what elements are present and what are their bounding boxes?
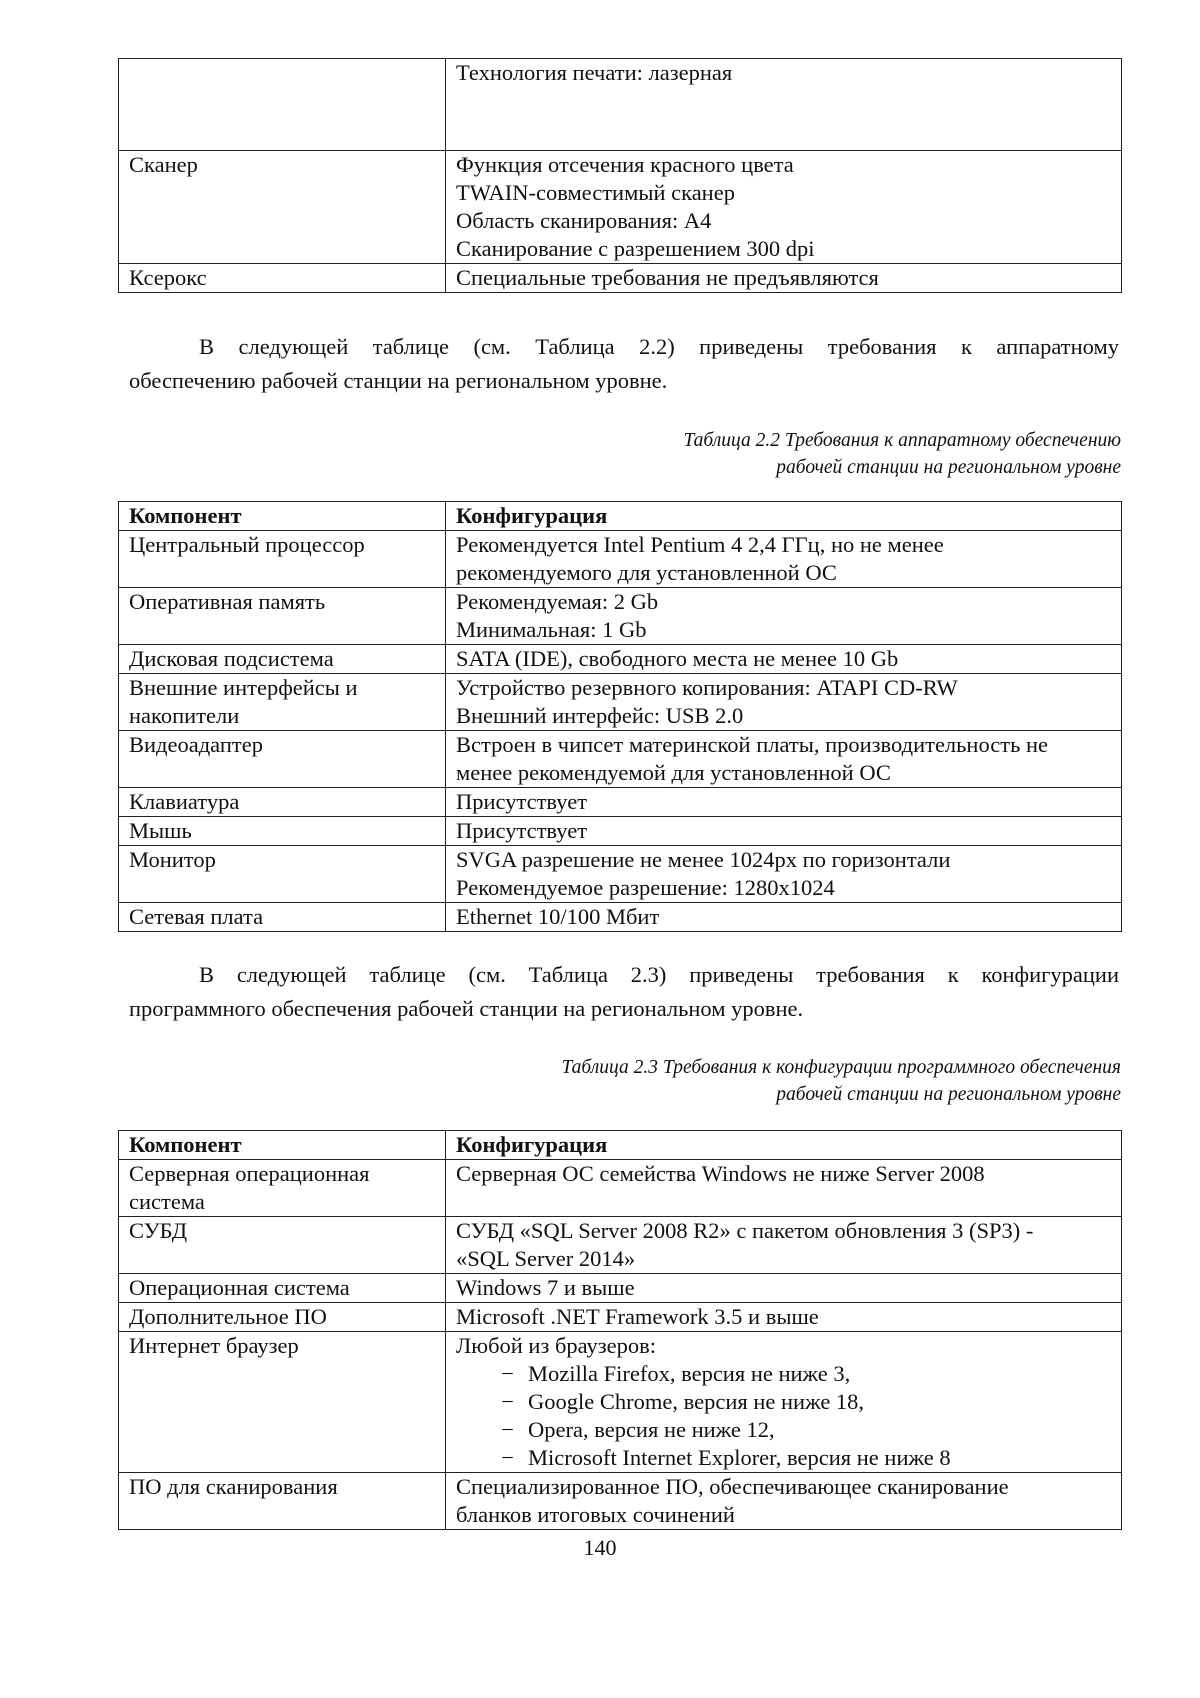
cell-line: Центральный процессор [129, 532, 365, 557]
cell-line: Минимальная: 1 Gb [456, 617, 647, 642]
table-cell-component [119, 59, 446, 151]
table-row [119, 903, 1122, 932]
list-item [456, 1444, 1111, 1472]
cell-line: Присутствует [456, 818, 588, 843]
dash-bullet: − [501, 1361, 514, 1386]
table-cell-component [119, 531, 446, 588]
table-cell-component: Сканер [119, 151, 446, 264]
table-row [119, 674, 1122, 731]
cell-line: SVGA разрешение не менее 1024px по горизонтали [456, 847, 951, 872]
table-cell-config [446, 788, 1122, 817]
cell-line: Сетевая плата [129, 904, 264, 929]
table-cell-component [119, 788, 446, 817]
cell-line: Устройство резервного копирования: ATAPI CD-RW [456, 675, 958, 700]
column-header-config: Конфигурация [446, 502, 1122, 531]
cell-line: СУБД [129, 1218, 188, 1243]
table-row [119, 1332, 1122, 1473]
table-cell-component: Ксерокс [119, 264, 446, 293]
table-header-row [119, 502, 1122, 531]
cell-line: Оперативная память [129, 589, 326, 614]
table-row [119, 788, 1122, 817]
table-cell-config [446, 588, 1122, 645]
cell-line: рекомендуемого для установленной ОС [456, 560, 837, 585]
cell-line: накопители [129, 703, 240, 728]
cell-line: Рекомендуется Intel Pentium 4 2,4 ГГц, но не менее [456, 532, 944, 557]
table-cell-component [119, 1160, 446, 1217]
column-header-component: Компонент [119, 502, 446, 531]
table-row [119, 588, 1122, 645]
table-cell-config [446, 1160, 1122, 1217]
table-cell-component [119, 1473, 446, 1530]
table-cell-component [119, 645, 446, 674]
cell-line: Дисковая подсистема [129, 646, 334, 671]
cell-line: Рекомендуемая: 2 Gb [456, 589, 659, 614]
table-cell-config [446, 903, 1122, 932]
table-row [119, 645, 1122, 674]
cell-line: Встроен в чипсет материнской платы, производительность не [456, 732, 1049, 757]
caption-line: рабочей станции на региональном уровне [776, 457, 1121, 478]
table-row [119, 1217, 1122, 1274]
cell-line: Любой из браузеров: [456, 1333, 657, 1358]
cell-line: Windows 7 и выше [456, 1275, 635, 1300]
table-row [119, 1303, 1122, 1332]
cell-line: система [129, 1189, 205, 1214]
list-item [456, 1360, 1111, 1388]
cell-line: «SQL Server 2014» [456, 1246, 636, 1271]
paragraph-line: обеспечению рабочей станции на региональном уровне. [129, 368, 668, 393]
dash-bullet: − [501, 1389, 514, 1414]
table-cell-component [119, 674, 446, 731]
table-cell-component [119, 846, 446, 903]
table-cell-component [119, 903, 446, 932]
cell-line: Ethernet 10/100 Мбит [456, 904, 660, 929]
cell-line: Внешний интерфейс: USB 2.0 [456, 703, 744, 728]
table-row [119, 731, 1122, 788]
cell-line: TWAIN-совместимый сканер [456, 180, 735, 205]
list-item [456, 1416, 1111, 1444]
body-paragraph [129, 330, 1119, 398]
cell-line: Технология печати: лазерная [456, 60, 733, 85]
cell-line: СУБД «SQL Server 2008 R2» с пакетом обновления 3 (SP3) - [456, 1218, 1034, 1243]
table-printing-continuation [118, 58, 1122, 293]
caption-line: рабочей станции на региональном уровне [776, 1084, 1121, 1105]
cell-line: Серверная ОС семейства Windows не ниже Server 2008 [456, 1161, 985, 1186]
table-cell-config [446, 151, 1122, 264]
column-header-config: Конфигурация [446, 1131, 1122, 1160]
table-cell-component [119, 1217, 446, 1274]
paragraph-line: программного обеспечения рабочей станции на региональном уровне. [129, 996, 804, 1021]
table-cell-config [446, 674, 1122, 731]
page-number: 140 [583, 1535, 617, 1560]
caption-line: Таблица 2.2 Требования к аппаратному обеспечению [683, 430, 1121, 451]
table-cell-component [119, 1303, 446, 1332]
table-cell-config [446, 1473, 1122, 1530]
cell-line: Операционная система [129, 1275, 350, 1300]
cell-line: SATA (IDE), свободного места не менее 10 Gb [456, 646, 899, 671]
table-row [119, 151, 1122, 264]
table-row [119, 817, 1122, 846]
cell-line: Интернет браузер [129, 1333, 299, 1358]
table-cell-component [119, 731, 446, 788]
table-cell-config [446, 731, 1122, 788]
table-cell-component [119, 1332, 446, 1473]
cell-line: Клавиатура [129, 789, 240, 814]
cell-line: Сканирование с разрешением 300 dpi [456, 236, 815, 261]
cell-line: Внешние интерфейсы и [129, 675, 358, 700]
table-row [119, 846, 1122, 903]
table-cell-config [446, 1274, 1122, 1303]
table-hardware-requirements [118, 501, 1122, 932]
table-cell-config [446, 817, 1122, 846]
table-cell-config [446, 264, 1122, 293]
cell-line: Видеоадаптер [129, 732, 263, 757]
cell-line: Специализированное ПО, обеспечивающее сканирование [456, 1474, 1009, 1499]
table-header-row [119, 1131, 1122, 1160]
list-item [456, 1388, 1111, 1416]
table-software-requirements [118, 1130, 1122, 1530]
list-item-text: Microsoft Internet Explorer, версия не ниже 8 [528, 1445, 951, 1470]
list-item-text: Opera, версия не ниже 12, [528, 1417, 775, 1442]
cell-line: Microsoft .NET Framework 3.5 и выше [456, 1304, 819, 1329]
table-cell-config [446, 846, 1122, 903]
cell-line: Дополнительное ПО [129, 1304, 327, 1329]
cell-line: Мышь [129, 818, 192, 843]
table-cell-config [446, 1303, 1122, 1332]
cell-line: ПО для сканирования [129, 1474, 338, 1499]
column-header-component: Компонент [119, 1131, 446, 1160]
table-row [119, 531, 1122, 588]
list-item-text: Google Chrome, версия не ниже 18, [528, 1389, 865, 1414]
cell-line: Присутствует [456, 789, 588, 814]
table-cell-component [119, 588, 446, 645]
cell-line: Специальные требования не предъявляются [456, 265, 879, 290]
cell-line: менее рекомендуемой для установленной ОС [456, 760, 891, 785]
cell-line: Монитор [129, 847, 216, 872]
table-row [119, 1274, 1122, 1303]
list-item-text: Mozilla Firefox, версия не ниже 3, [528, 1361, 851, 1386]
body-paragraph [129, 958, 1119, 1026]
caption-line: Таблица 2.3 Требования к конфигурации программного обеспечения [561, 1057, 1121, 1078]
dash-bullet: − [501, 1417, 514, 1442]
table-caption [684, 427, 1121, 481]
cell-line: бланков итоговых сочинений [456, 1502, 735, 1527]
table-cell-config [446, 531, 1122, 588]
table-row [119, 264, 1122, 293]
cell-line: Серверная операционная [129, 1161, 370, 1186]
table-cell-config [446, 59, 1122, 151]
cell-line: Функция отсечения красного цвета [456, 152, 794, 177]
cell-line: Область сканирования: А4 [456, 208, 712, 233]
paragraph-line: В следующей таблице (см. Таблица 2.2) приведены требования к аппаратному [199, 334, 1119, 359]
table-cell-config [446, 1332, 1122, 1473]
table-cell-config [446, 1217, 1122, 1274]
table-cell-component [119, 817, 446, 846]
cell-line: Рекомендуемое разрешение: 1280x1024 [456, 875, 835, 900]
dash-bullet: − [501, 1445, 514, 1470]
table-row [119, 1160, 1122, 1217]
table-row [119, 59, 1122, 151]
table-caption [562, 1054, 1121, 1108]
paragraph-line: В следующей таблице (см. Таблица 2.3) приведены требования к конфигурации [199, 962, 1119, 987]
table-cell-component [119, 1274, 446, 1303]
table-cell-config [446, 645, 1122, 674]
table-row [119, 1473, 1122, 1530]
